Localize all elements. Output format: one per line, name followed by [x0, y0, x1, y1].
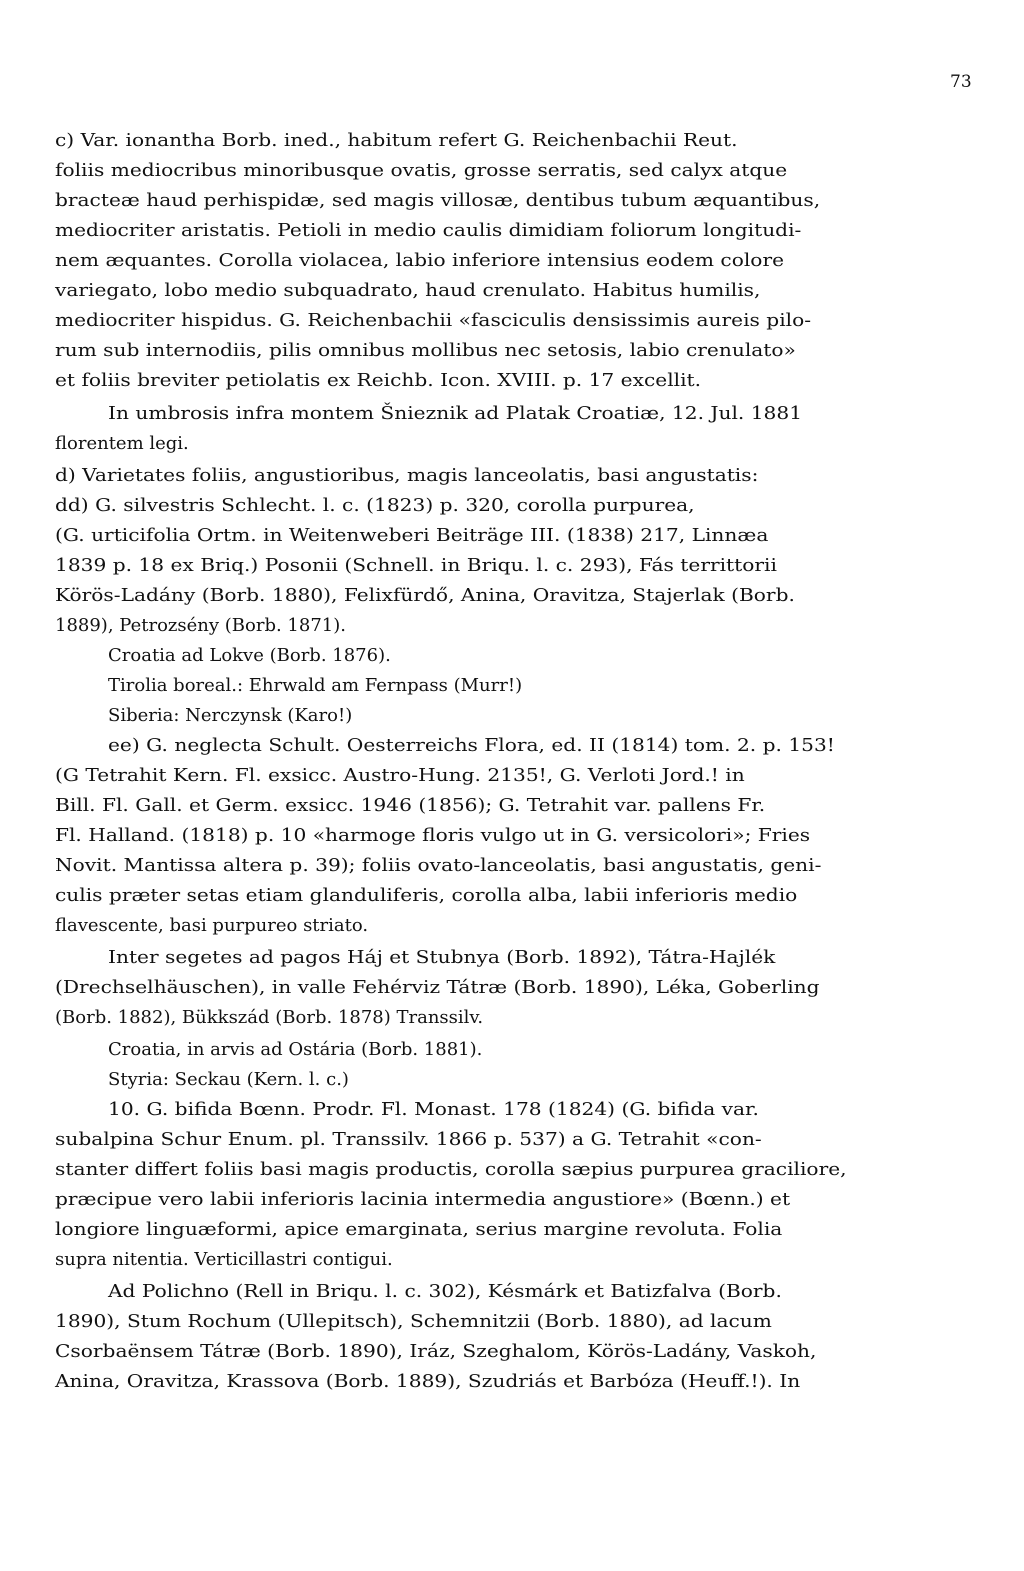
text-line: Anina, Oravitza, Krassova (Borb. 1889), Szudriás et Barbóza (Heuff.!). In	[55, 1371, 801, 1392]
text-line: 1839 p. 18 ex Briq.) Posonii (Schnell. in Briqu. l. c. 293), Fás territtorii	[55, 555, 777, 576]
text-line: et foliis breviter petiolatis ex Reichb. Icon. XVIII. p. 17 excellit.	[55, 370, 702, 391]
text-line: foliis mediocribus minoribusque ovatis, grosse serratis, sed calyx atque	[55, 160, 788, 181]
text-line: nem æquantes. Corolla violacea, labio inferiore intensius eodem colore	[55, 250, 785, 271]
text-line: 10. G. bifida Bœnn. Prodr. Fl. Monast. 178 (1824) (G. bifida var.	[108, 1099, 759, 1120]
text-line: Styria: Seckau (Kern. l. c.)	[108, 1069, 349, 1090]
text-line: Ad Polichno (Rell in Briqu. l. c. 302), Késmárk et Batizfalva (Borb.	[108, 1281, 782, 1302]
text-line: (G Tetrahit Kern. Fl. exsicc. Austro-Hung. 2135!, G. Verloti Jord.! in	[55, 765, 745, 786]
text-line: Croatia ad Lokve (Borb. 1876).	[108, 645, 391, 666]
text-line: Novit. Mantissa altera p. 39); foliis ovato-lanceolatis, basi angustatis, geni-	[55, 855, 822, 876]
text-line: mediocriter aristatis. Petioli in medio caulis dimidiam foliorum longitudi-	[55, 220, 802, 241]
text-line: variegato, lobo medio subquadrato, haud crenulato. Habitus humilis,	[55, 280, 761, 301]
text-line: rum sub internodiis, pilis omnibus mollibus nec setosis, labio crenulato»	[55, 340, 796, 361]
text-line: Csorbaënsem Tátræ (Borb. 1890), Iráz, Szeghalom, Körös-Ladány, Vaskoh,	[55, 1341, 817, 1362]
text-line: longiore linguæformi, apice emarginata, serius margine revoluta. Folia	[55, 1219, 783, 1240]
text-line: flavescente, basi purpureo striato.	[55, 915, 369, 936]
text-line: florentem legi.	[55, 433, 189, 454]
text-line: Inter segetes ad pagos Háj et Stubnya (Borb. 1892), Tátra-Hajlék	[108, 947, 776, 968]
text-line: (Drechselhäuschen), in valle Fehérviz Tátræ (Borb. 1890), Léka, Goberling	[55, 977, 820, 998]
text-line: c) Var. ionantha Borb. ined., habitum refert G. Reichenbachii Reut.	[55, 130, 738, 151]
text-line: In umbrosis infra montem Šnieznik ad Platak Croatiæ, 12. Jul. 1881	[108, 403, 803, 424]
text-line: Siberia: Nerczynsk (Karo!)	[108, 705, 353, 726]
text-line: (G. urticifolia Ortm. in Weitenweberi Beiträge III. (1838) 217, Linnæa	[55, 525, 769, 546]
page-number: 73	[950, 72, 972, 92]
text-line: supra nitentia. Verticillastri contigui.	[55, 1249, 393, 1270]
text-line: ee) G. neglecta Schult. Oesterreichs Flora, ed. II (1814) tom. 2. p. 153!	[108, 735, 835, 756]
text-line: Tirolia boreal.: Ehrwald am Fernpass (Murr!)	[108, 675, 523, 696]
text-line: Bill. Fl. Gall. et Germ. exsicc. 1946 (1856); G. Tetrahit var. pallens Fr.	[55, 795, 766, 816]
text-line: culis præter setas etiam glanduliferis, corolla alba, labii inferioris medio	[55, 885, 798, 906]
text-line: mediocriter hispidus. G. Reichenbachii «fasciculis densissimis aureis pilo-	[55, 310, 812, 331]
text-line: Fl. Halland. (1818) p. 10 «harmoge floris vulgo ut in G. versicolori»; Fries	[55, 825, 811, 846]
text-line: præcipue vero labii inferioris lacinia intermedia angustiore» (Bœnn.) et	[55, 1189, 791, 1210]
text-line: Croatia, in arvis ad Ostária (Borb. 1881).	[108, 1039, 483, 1060]
text-line: 1889), Petrozsény (Borb. 1871).	[55, 615, 346, 636]
text-line: (Borb. 1882), Bükkszád (Borb. 1878) Transsilv.	[55, 1007, 484, 1028]
text-line: stanter differt foliis basi magis productis, corolla sæpius purpurea graciliore,	[55, 1159, 847, 1180]
text-line: dd) G. silvestris Schlecht. l. c. (1823) p. 320, corolla purpurea,	[55, 495, 695, 516]
text-line: d) Varietates foliis, angustioribus, magis lanceolatis, basi angustatis:	[55, 465, 759, 486]
text-line: bracteæ haud perhispidæ, sed magis villosæ, dentibus tubum æquantibus,	[55, 190, 821, 211]
text-line: Körös-Ladány (Borb. 1880), Felixfürdő, Anina, Oravitza, Stajerlak (Borb.	[55, 585, 795, 606]
text-line: subalpina Schur Enum. pl. Transsilv. 1866 p. 537) a G. Tetrahit «con-	[55, 1129, 762, 1150]
text-line: 1890), Stum Rochum (Ullepitsch), Schemnitzii (Borb. 1880), ad lacum	[55, 1311, 772, 1332]
